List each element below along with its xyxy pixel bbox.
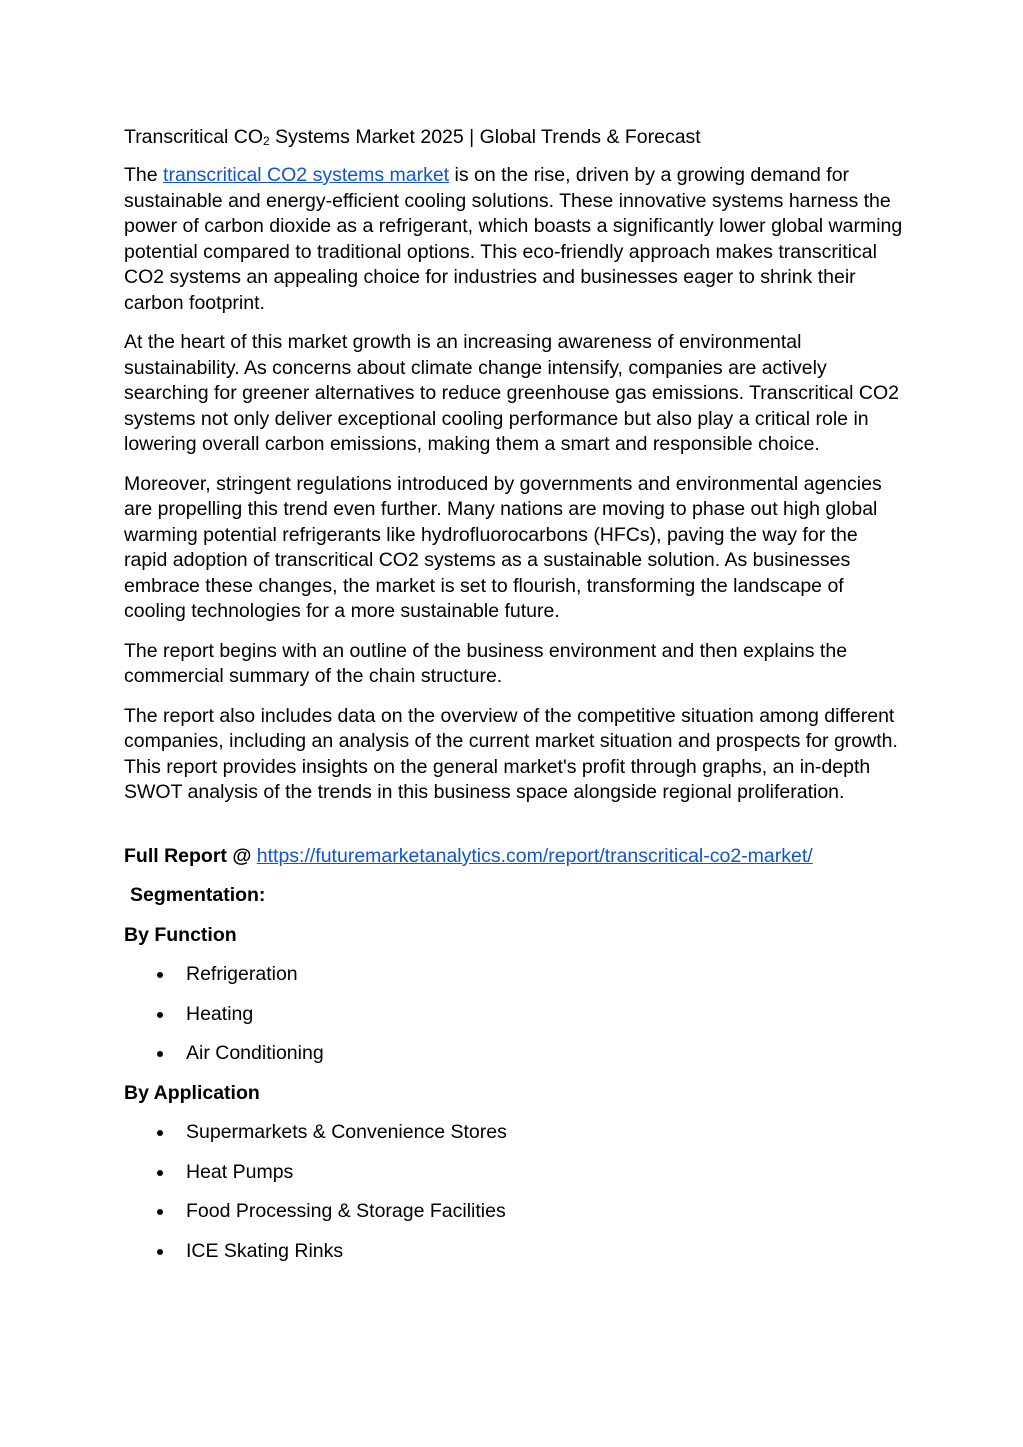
list-item-label: Heating [186,1002,254,1025]
title-suffix: Systems Market 2025 | Global Trends & Forecast [269,126,701,148]
list-item [124,1120,904,1146]
intro-paragraph [124,163,904,316]
title-prefix: Transcritical CO [124,126,264,148]
intro-after-link: is on the rise, driven by a growing demand for sustainable and energy-efficient cooling solutions. These innovative systems harness the power of carbon dioxide as a refrigerant, which boasts a significantly lower global warming potential compared to traditional options. This eco-friendly approach makes transcritical CO2 systems an appealing choice for industries and businesses eager to shrink their carbon footprint. [124,164,903,314]
full-report-label: Full Report @ [124,844,257,867]
title-subscript: 2 [263,134,270,148]
application-list [124,1120,904,1264]
list-item-label: Heat Pumps [186,1160,294,1183]
list-item-label: Supermarkets & Convenience Stores [186,1121,507,1143]
bullet-icon [157,1170,163,1176]
list-item-label: Air Conditioning [186,1042,324,1064]
list-item [124,1199,904,1225]
list-item [124,1041,904,1067]
full-report-link[interactable]: https://futuremarketanalytics.com/report/transcritical-co2-market/ [256,844,813,867]
function-list [124,962,904,1067]
paragraph-report-outline: The report begins with an outline of the business environment and then explains the commercial summary of the chain structure. [124,639,848,687]
market-link[interactable]: transcritical CO2 systems market [163,164,450,186]
document-title [124,124,904,150]
list-item [124,1160,904,1186]
bullet-icon [157,972,163,978]
paragraph-report-contents: The report also includes data on the overview of the competitive situation among different companies, including an analysis of the current market situation and prospects for growth. This report provides insights on the general market's profit through graphs, an in-depth SWOT analysis of the trends in this business space alongside regional proliferation. [124,704,898,803]
list-item [124,1239,904,1265]
list-item-label: Food Processing & Storage Facilities [186,1200,506,1222]
list-item [124,1002,904,1028]
bullet-icon [157,1249,163,1255]
document-page [124,124,904,1278]
bullet-icon [157,1130,163,1136]
by-function-heading: By Function [124,923,237,946]
list-item [124,962,904,988]
paragraph-regulations: Moreover, stringent regulations introduced by governments and environmental agencies are propelling this trend even further. Many nations are moving to phase out high global warming potential refrigerants like hydrofluorocarbons (HFCs), paving the way for the rapid adoption of transcritical CO2 systems as a sustainable solution. As businesses embrace these changes, the market is set to flourish, transforming the landscape of cooling technologies for a more sustainable future. [124,472,882,622]
list-item-label: ICE Skating Rinks [186,1239,344,1262]
segmentation-heading: Segmentation: [130,884,266,906]
list-item-label: Refrigeration [186,963,298,985]
bullet-icon [157,1051,163,1057]
intro-before-link: The [124,164,164,186]
full-report-line [124,844,904,870]
bullet-icon [157,1209,163,1215]
by-application-heading: By Application [124,1081,260,1104]
section-spacer [124,820,904,844]
paragraph-sustainability: At the heart of this market growth is an increasing awareness of environmental sustainability. As concerns about climate change intensify, companies are actively searching for greener alternatives to reduce greenhouse gas emissions. Transcritical CO2 systems not only deliver exceptional cooling performance but also play a critical role in lowering overall carbon emissions, making them a smart and responsible choice. [124,331,899,455]
bullet-icon [157,1012,163,1018]
